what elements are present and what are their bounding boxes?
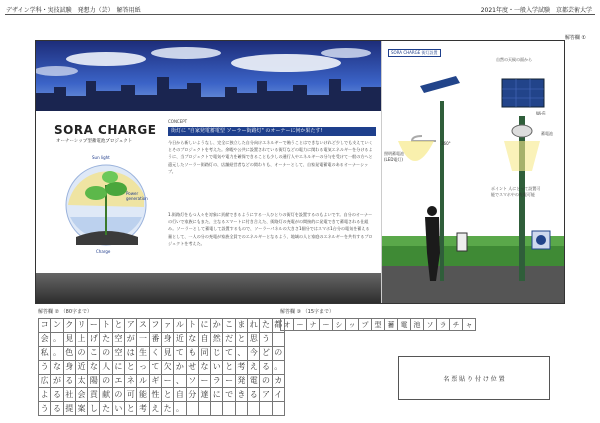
diagram-label-charge: Charge [96,249,111,254]
answer2-grid-cell: 空 [112,332,124,346]
answer3-grid-cell: プ [359,319,372,331]
answer2-grid-cell [186,402,198,416]
answer2-grid-cell: 。 [272,360,284,374]
answer2-grid-cell: 。 [51,332,63,346]
answer2-grid-cell: フ [149,319,161,333]
answer2-grid-cell: た [260,319,272,333]
poster-sheet [35,40,565,304]
answer2-grid-cell: 同 [198,346,210,360]
answer2-grid-cell: ー [88,319,100,333]
sketch-label-battery: 蓄電池 [541,131,553,136]
answer2-grid-cell: た [100,332,112,346]
answer2-grid-cell: ー [198,374,210,388]
answer2-grid-row [39,374,285,388]
sky-city-illustration [36,41,381,111]
answer2-grid-cell: ル [174,319,186,333]
answer2-grid-cell [198,402,210,416]
answer3-grid-row [281,319,476,331]
answer2-grid-cell: え [149,402,161,416]
sheet-label: 解答欄 ① [564,35,586,41]
ground-strip [36,273,381,303]
answer2-grid-cell: ソ [186,374,198,388]
answer2-grid-cell: の [100,346,112,360]
answer2-grid-cell: イ [272,388,284,402]
sketch-label-panel: 自然の天候の面から [496,57,532,62]
answer3-grid-cell: ー [320,319,333,331]
answer2-grid-cell [211,402,223,416]
answer3-grid-cell: ッ [346,319,359,331]
answer2-grid-cell: ン [51,319,63,333]
answer2-grid-cell: う [39,402,51,416]
answer2-grid-cell: 近 [174,332,186,346]
answer2-grid-cell: 見 [161,346,173,360]
answer2-grid-cell: と [161,388,173,402]
answer2-grid-cell: 。 [174,402,186,416]
answer2-grid-cell: 近 [75,360,87,374]
answer2-grid-cell: 、 [174,374,186,388]
answer2-grid-cell: に [198,319,210,333]
body-paragraph-1: 今日から新しいようなし、完全に独立した自分向けエネルギーで賄うことはできないけれど少しでも支えていくとそのプロジェクトを考えた。余暇や公共に設置されている街灯などの電力に関わる電気エネルギーを分けるように、当プロジェクトで電気や電力を確保できることも少しの通行人やエネルギーの分与を受けて一般の方へと還元したソーラー街路灯の、店舗経営者などの関わりも、オーナーとして、自家発電蓄電のあるオーナーシップ。 [168,140,373,174]
answer2-grid-cell: な [186,332,198,346]
answer2-grid-cell: て [223,346,235,360]
answer2-grid-cell [223,402,235,416]
header-rule [5,14,595,15]
header-right: 2021年度・一般入学試験 京都芸術大学 [480,7,592,14]
diagram-label-power: Power generation [126,191,148,201]
answer2-grid-cell: な [198,360,210,374]
sketch-area [381,41,565,303]
poster-subtitle: オーナーシップ型蓄電池プロジェクト [56,139,133,144]
answer2-grid-cell: 上 [75,332,87,346]
answer2-grid-cell [272,402,284,416]
answer2-grid-cell: て [149,360,161,374]
answer2-grid-cell [260,402,272,416]
answer2-grid-cell: 分 [186,388,198,402]
answer2-grid-cell: ス [137,319,149,333]
answer3-grid-cell: オ [281,319,294,331]
answer2-grid-cell: 、 [235,346,247,360]
answer2-grid-cell: 陽 [88,374,100,388]
answer2-grid-cell: い [112,402,124,416]
answer2-grid-cell: と [125,360,137,374]
answer3-grid-cell: ナ [307,319,320,331]
answer2-grid-cell: ラ [211,374,223,388]
answer2-grid-cell: た [161,402,173,416]
answer2-grid-cell: ア [125,319,137,333]
answer2-grid-cell: 身 [63,360,75,374]
answer2-grid-cell: な [51,360,63,374]
concept-tag: CONCEPT [168,119,188,124]
answer2-grid-cell: ル [137,374,149,388]
answer2-grid-cell: と [112,319,124,333]
answer2-grid-cell: の [272,346,284,360]
answer2-grid-cell: 今 [248,346,260,360]
answer2-grid-cell: が [51,374,63,388]
answer2-grid-cell: 然 [211,332,223,346]
answer2-grid-cell: る [63,374,75,388]
answer2-grid-cell: 社 [63,388,75,402]
answer2-grid-cell: 広 [39,374,51,388]
answer2-grid-cell: よ [39,388,51,402]
answer3-grid-cell: ラ [437,319,450,331]
answer3-grid-cell: 型 [372,319,385,331]
answer2-grid-cell: く [149,346,161,360]
answer2-grid-cell: 会 [75,388,87,402]
answer2-grid-cell: れ [248,319,260,333]
answer3-grid-cell: ソ [424,319,437,331]
sketch-label-wifi: Wi-Fi [536,111,546,116]
answer2-grid-cell: な [88,360,100,374]
body-paragraph-2: 1.街路灯をもつ人々を対象に貢献できるようにする一人ひとりの街灯を設置するのもよいです。自分のオーナーの行いで家族にもまた、主なるスマートに付き合えた、街路灯の充電がの間接的に発電できて蓄電される仕組み。ソーラーとして蓄電して設置するもので、ソーラーパネルの大きさ1個分ではスマホ1台分の電気を蓄える量として、一人の分の充電が家族全員でのエネルギーとなるよう、地域の人と家庭のエネルギーを共有するプロジェクトを考えた。 [168,212,373,246]
answer2-grid-cell: げ [88,332,100,346]
answer2-grid-row [39,332,285,346]
answer2-grid-cell: の [260,374,272,388]
answer2-grid-cell: と [125,402,137,416]
answer2-grid-cell: が [125,332,137,346]
answer2-grid-cell: か [211,319,223,333]
answer3-grid-cell: シ [333,319,346,331]
answer2-grid-cell: ま [235,319,247,333]
answer2-grid-cell: も [186,346,198,360]
answer2-grid-cell: 自 [174,388,186,402]
answer2-grid-cell: 性 [149,388,161,402]
answer3-grid-cell: ー [294,319,307,331]
answer2-grid-cell: う [260,332,272,346]
answer2-grid-cell: エ [112,374,124,388]
answer2-grid-cell: 貢 [88,388,100,402]
sketch-label-360: 360° [441,141,451,146]
answer2-grid-cell: る [51,388,63,402]
sketch-label-right: ポイント 人にとって設置可能でスマホやの充電可能 [491,186,541,197]
answer2-grid-cell: 会 [39,332,51,346]
answer2-grid-row [39,402,285,416]
answer2-grid-cell: 太 [75,374,87,388]
answer2-grid-cell: る [248,388,260,402]
answer3-grid [280,318,476,331]
answer2-grid-cell: に [211,388,223,402]
sketch-label-left: 照明蓄電池 (LED電灯) [384,151,404,162]
answer2-grid-cell: 人 [100,360,112,374]
answer3-grid-cell: 蓄 [385,319,398,331]
answer2-grid-cell: に [112,360,124,374]
answer2-grid-cell: ー [223,374,235,388]
sketch-tag: SORA CHARGE 街灯設置 [388,49,441,57]
answer2-grid-cell: と [223,360,235,374]
answer2-grid-cell: 生 [137,346,149,360]
answer2-grid-cell: ネ [125,374,137,388]
answer2-grid-cell: リ [75,319,87,333]
answer2-grid-cell: い [211,360,223,374]
answer2-grid-cell: で [223,388,235,402]
answer2-grid-cell: っ [137,360,149,374]
answer3-grid-cell: ャ [463,319,476,331]
answer3-grid-cell: 電 [398,319,411,331]
answer2-grid-cell: じ [211,346,223,360]
answer2-grid-cell: ト [186,319,198,333]
answer2-grid-cell: ど [260,346,272,360]
answer2-grid-cell: こ [223,319,235,333]
answer2-grid-cell: か [174,360,186,374]
answer2-grid-cell: 発 [235,374,247,388]
answer2-grid-cell: の [100,374,112,388]
answer2-grid-cell: 番 [149,332,161,346]
answer2-grid-cell: だ [223,332,235,346]
answer2-grid-cell: せ [186,360,198,374]
answer2-grid-cell: ア [260,388,272,402]
answer2-grid-cell: 色 [63,346,75,360]
answer2-grid-cell: ー [161,374,173,388]
diagram-label-sunlight: Sun light [92,155,110,160]
answer2-grid-cell: の [75,346,87,360]
answer2-grid-cell: の [112,388,124,402]
answer2-grid-cell: え [248,360,260,374]
answer2-label: 解答欄 ② （80字まで） [38,309,93,315]
answer2-grid-cell: 提 [63,402,75,416]
answer2-grid-cell: 思 [248,332,260,346]
answer2-grid-cell: 一 [137,332,149,346]
answer2-grid-cell: て [174,346,186,360]
answer2-grid-cell: 能 [137,388,149,402]
answer2-grid-cell: こ [88,346,100,360]
poster-title: SORA CHARGE [54,123,157,137]
answer2-grid-row [39,360,285,374]
street-light-sketch [382,41,565,303]
answer3-label: 解答欄 ③ （15字まで） [280,309,335,315]
answer2-grid-cell: 献 [100,388,112,402]
answer2-grid [38,318,285,416]
answer2-grid-cell: 電 [248,374,260,388]
answer2-grid-cell: コ [39,319,51,333]
answer2-grid-row [39,388,285,402]
answer2-grid-cell: 自 [198,332,210,346]
answer2-grid-cell: カ [272,374,284,388]
answer2-grid-cell: る [260,360,272,374]
answer2-grid-cell: き [235,388,247,402]
answer2-grid-cell: る [51,402,63,416]
answer2-grid-cell: う [39,360,51,374]
answer2-grid-cell: 空 [112,346,124,360]
name-sticker-box [398,356,550,400]
answer2-grid-cell: た [100,402,112,416]
answer2-grid-cell: 考 [235,360,247,374]
answer2-grid-cell: 私 [39,346,51,360]
answer2-grid-cell: ト [100,319,112,333]
answer2-grid-cell: ァ [161,319,173,333]
answer2-grid-cell [248,402,260,416]
answer2-grid-cell: 。 [51,346,63,360]
answer2-grid-cell [272,332,284,346]
answer2-grid-cell: 可 [125,388,137,402]
answer2-grid-cell: ギ [149,374,161,388]
answer2-grid-cell: 案 [75,402,87,416]
answer2-grid-cell: ク [63,319,75,333]
answer2-grid-cell: は [125,346,137,360]
answer2-grid-cell: 都 [272,319,284,333]
answer2-grid-cell: し [88,402,100,416]
answer2-grid-cell: 考 [137,402,149,416]
answer2-grid-cell: 見 [63,332,75,346]
answer2-grid-cell: 身 [161,332,173,346]
answer3-grid-cell: チ [450,319,463,331]
answer2-grid-cell: と [235,332,247,346]
answer2-grid-cell: 欠 [161,360,173,374]
header-left: デザイン学科・実技試験 発想力（芸） 解答用紙 [6,7,141,14]
answer3-grid-cell: 池 [411,319,424,331]
answer2-grid-cell: 達 [198,388,210,402]
answer2-grid-cell [235,402,247,416]
concept-heading: 街灯に "自家発電蓄電型 ソーラー街路灯" のオーナーに何か果たす! [168,127,376,136]
name-sticker-label: 名 票 貼 り 付 け 位 置 [443,375,505,383]
answer2-grid-row [39,346,285,360]
answer2-grid-row [39,319,285,333]
